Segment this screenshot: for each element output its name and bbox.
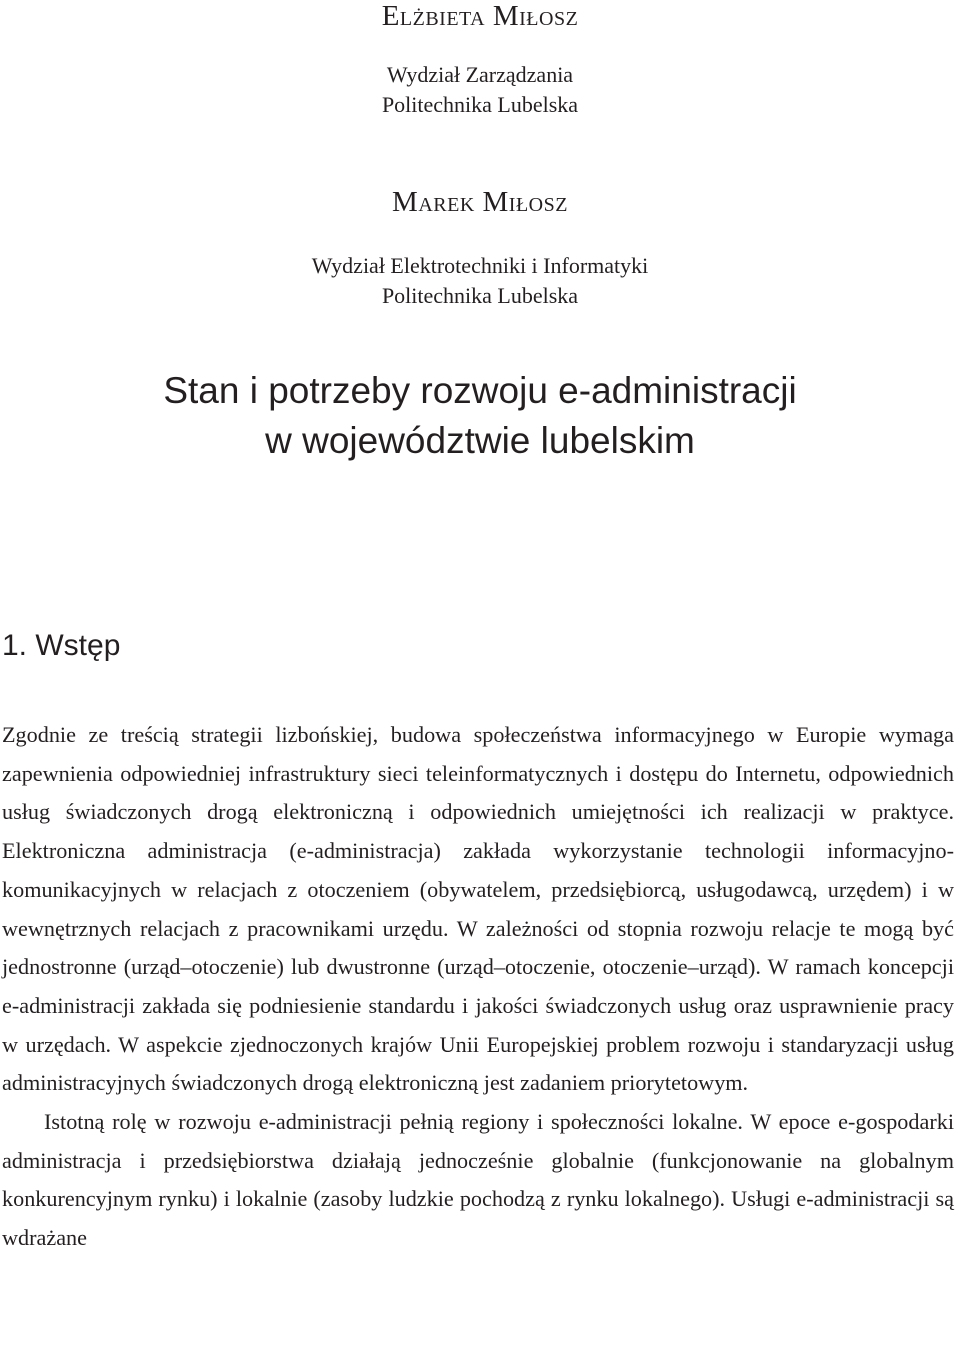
paper-title-line-1: Stan i potrzeby rozwoju e-administracji [163,370,797,411]
author-block-2 [0,186,960,311]
author-affiliation-university: Politechnika Lubelska [381,92,579,117]
author-affiliation-faculty: Wydział Elektrotechniki i Informatyki [311,253,649,278]
paper-title [0,366,960,466]
author-block-1 [0,0,960,120]
paragraph: Istotną rolę w rozwoju e-administracji pełnią regiony i społeczności lokalne. W epoce e-gospodarki administracja i przedsiębiorstwa działają jednocześnie globalnie (funkcjonowanie na globalnym konkurencyjnym rynku) i lokalnie (zasoby ludzkie pochodzą z rynku lokalnego). Usługi e-administracji są wdrażane [2,1109,954,1251]
body-text [2,716,954,1258]
author-affiliation-faculty: Wydział Zarządzania [386,62,574,87]
paragraph: Zgodnie ze treścią strategii lizbońskiej, budowa społeczeństwa informacyjnego w Europie wymaga zapewnienia odpowiedniej infrastruktury sieci teleinformatycznych i dostępu do Internetu, odpowiednich usług świadczonych drogą elektroniczną i odpowiednich umiejętności ich realizacji w praktyce. Elektroniczna administracja (e-administracja) zakłada wykorzystanie technologii informacyjno-komunikacyjnych w relacjach z otoczeniem (obywatelem, przedsiębiorcą, usługodawcą, urzędem) i w wewnętrznych relacjach z pracownikami urzędu. W zależności od stopnia rozwoju relacje te mogą być jednostronne (urząd–otoczenie) lub dwustronne (urząd–otoczenie, otoczenie–urząd). W ramach koncepcji e-administracji zakłada się podniesienie standardu i jakości świadczonych usług oraz usprawnienie pracy w urzędach. W aspekcie zjednoczonych krajów Unii Europejskiej problem rozwoju i standaryzacji usług administracyjnych świadczonych drogą elektroniczną jest zadaniem priorytetowym. [2,722,954,1096]
paper-title-line-2: w województwie lubelskim [265,420,695,461]
section-heading: 1. Wstęp [2,629,121,662]
author-name: Elżbieta Miłosz [381,0,579,32]
author-affiliation-university: Politechnika Lubelska [381,283,579,308]
author-name: Marek Miłosz [392,186,568,218]
